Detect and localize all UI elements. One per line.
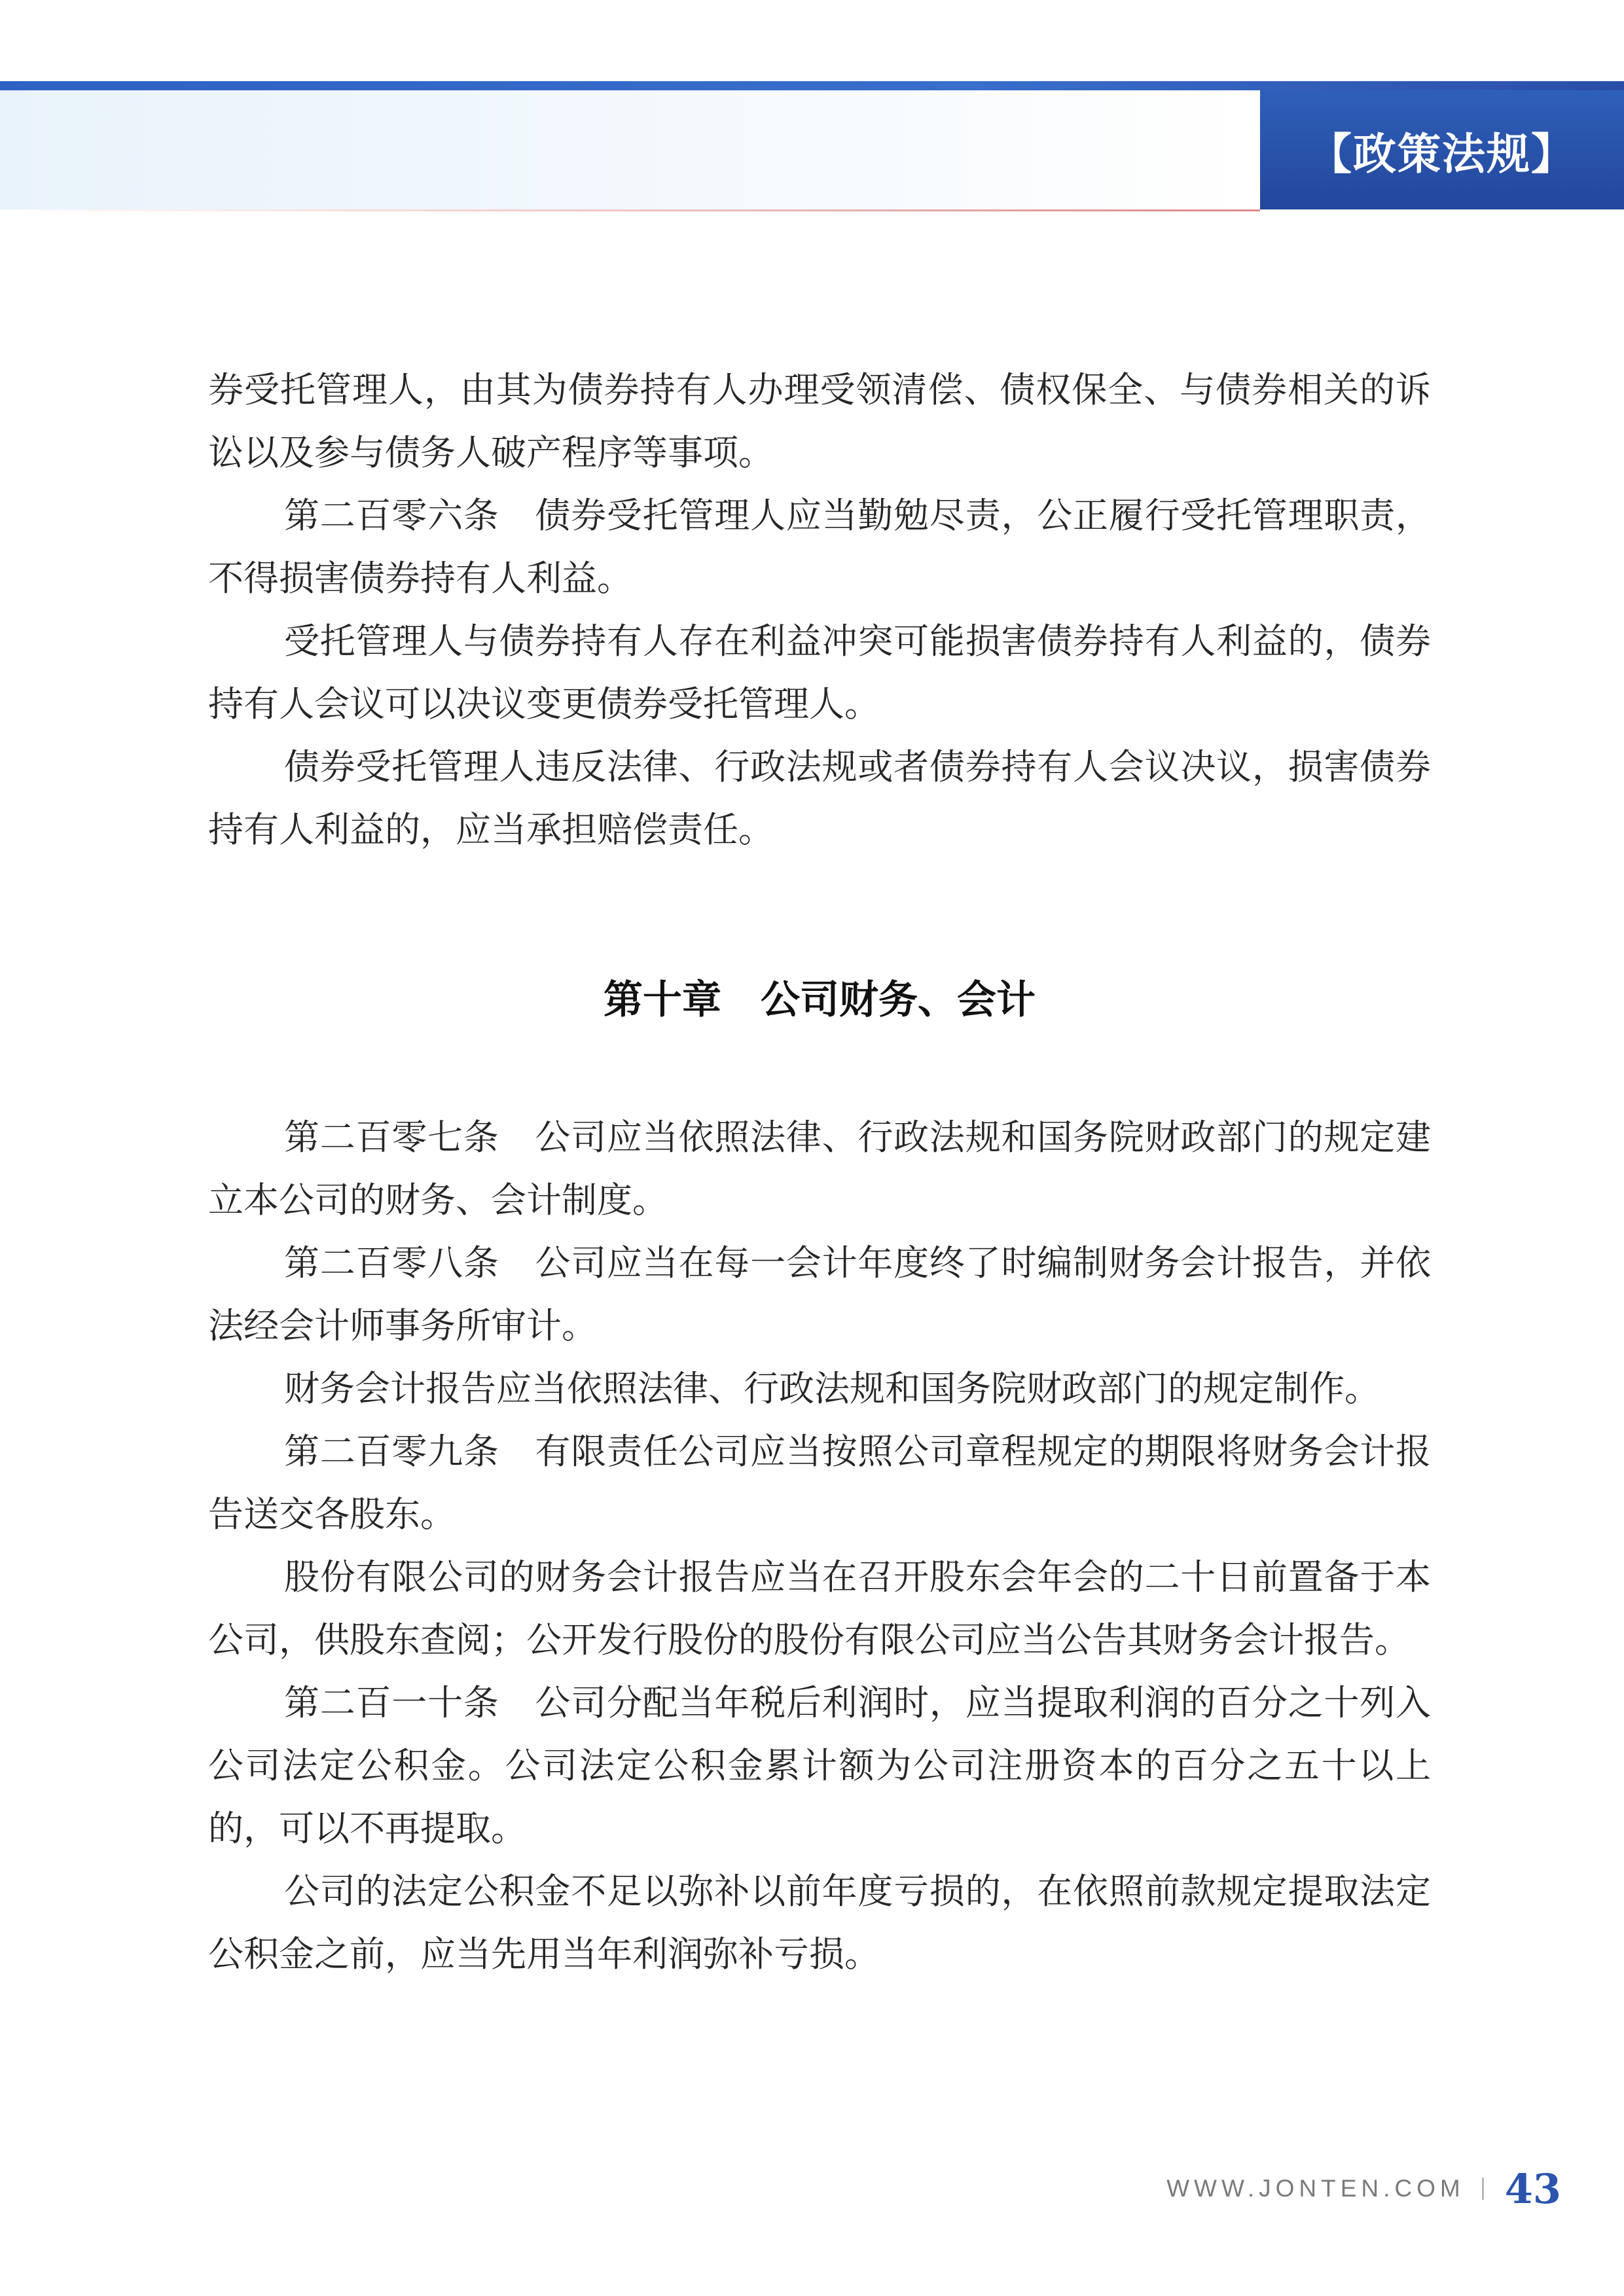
header-band (0, 90, 1260, 209)
page-content (208, 359, 1431, 1986)
paragraph: 第二百零九条 有限责任公司应当按照公司章程规定的期限将财务会计报告送交各股东。 (208, 1431, 1431, 1535)
paragraph: 第二百零七条 公司应当依照法律、行政法规和国务院财政部门的规定建立本公司的财务、会计制度。 (208, 1117, 1431, 1221)
footer-divider (1482, 2178, 1484, 2200)
paragraph: 债券受托管理人违反法律、行政法规或者债券持有人会议决议，损害债券持有人利益的，应当承担赔偿责任。 (208, 746, 1431, 850)
paragraph: 受托管理人与债券持有人存在利益冲突可能损害债券持有人利益的，债券持有人会议可以决议变更债券受托管理人。 (208, 620, 1431, 725)
footer (1166, 2162, 1561, 2215)
paragraph: 公司的法定公积金不足以弥补以前年度亏损的，在依照前款规定提取法定公积金之前，应当先用当年利润弥补亏损。 (208, 1871, 1431, 1975)
footer-website[interactable]: WWW.JONTEN.COM (1166, 2175, 1465, 2202)
paragraph: 第二百零六条 债券受托管理人应当勤勉尽责，公正履行受托管理职责，不得损害债券持有人利益。 (208, 495, 1431, 599)
header-top-rule (0, 81, 1624, 90)
paragraph: 第二百零八条 公司应当在每一会计年度终了时编制财务会计报告，并依法经会计师事务所审计。 (208, 1242, 1431, 1346)
page-number: 43 (1504, 2164, 1561, 2213)
paragraph-group-bottom (208, 1106, 1431, 1986)
paragraph: 股份有限公司的财务会计报告应当在召开股东会年会的二十日前置备于本公司，供股东查阅；公开发行股份的股份有限公司应当公告其财务会计报告。 (208, 1556, 1431, 1660)
paragraph: 第二百一十条 公司分配当年税后利润时，应当提取利润的百分之十列入公司法定公积金。公司法定公积金累计额为公司注册资本的百分之五十以上的，可以不再提取。 (208, 1682, 1431, 1849)
chapter-title: 第十章 公司财务、会计 (604, 977, 1036, 1023)
paragraph-group-top (208, 359, 1431, 861)
section-label: 【政策法规】 (1260, 90, 1624, 209)
paragraph: 券受托管理人，由其为债券持有人办理受领清偿、债权保全、与债券相关的诉讼以及参与债务人破产程序等事项。 (208, 369, 1431, 473)
paragraph: 财务会计报告应当依照法律、行政法规和国务院财政部门的规定制作。 (284, 1368, 1380, 1409)
header-underline (0, 209, 1260, 211)
